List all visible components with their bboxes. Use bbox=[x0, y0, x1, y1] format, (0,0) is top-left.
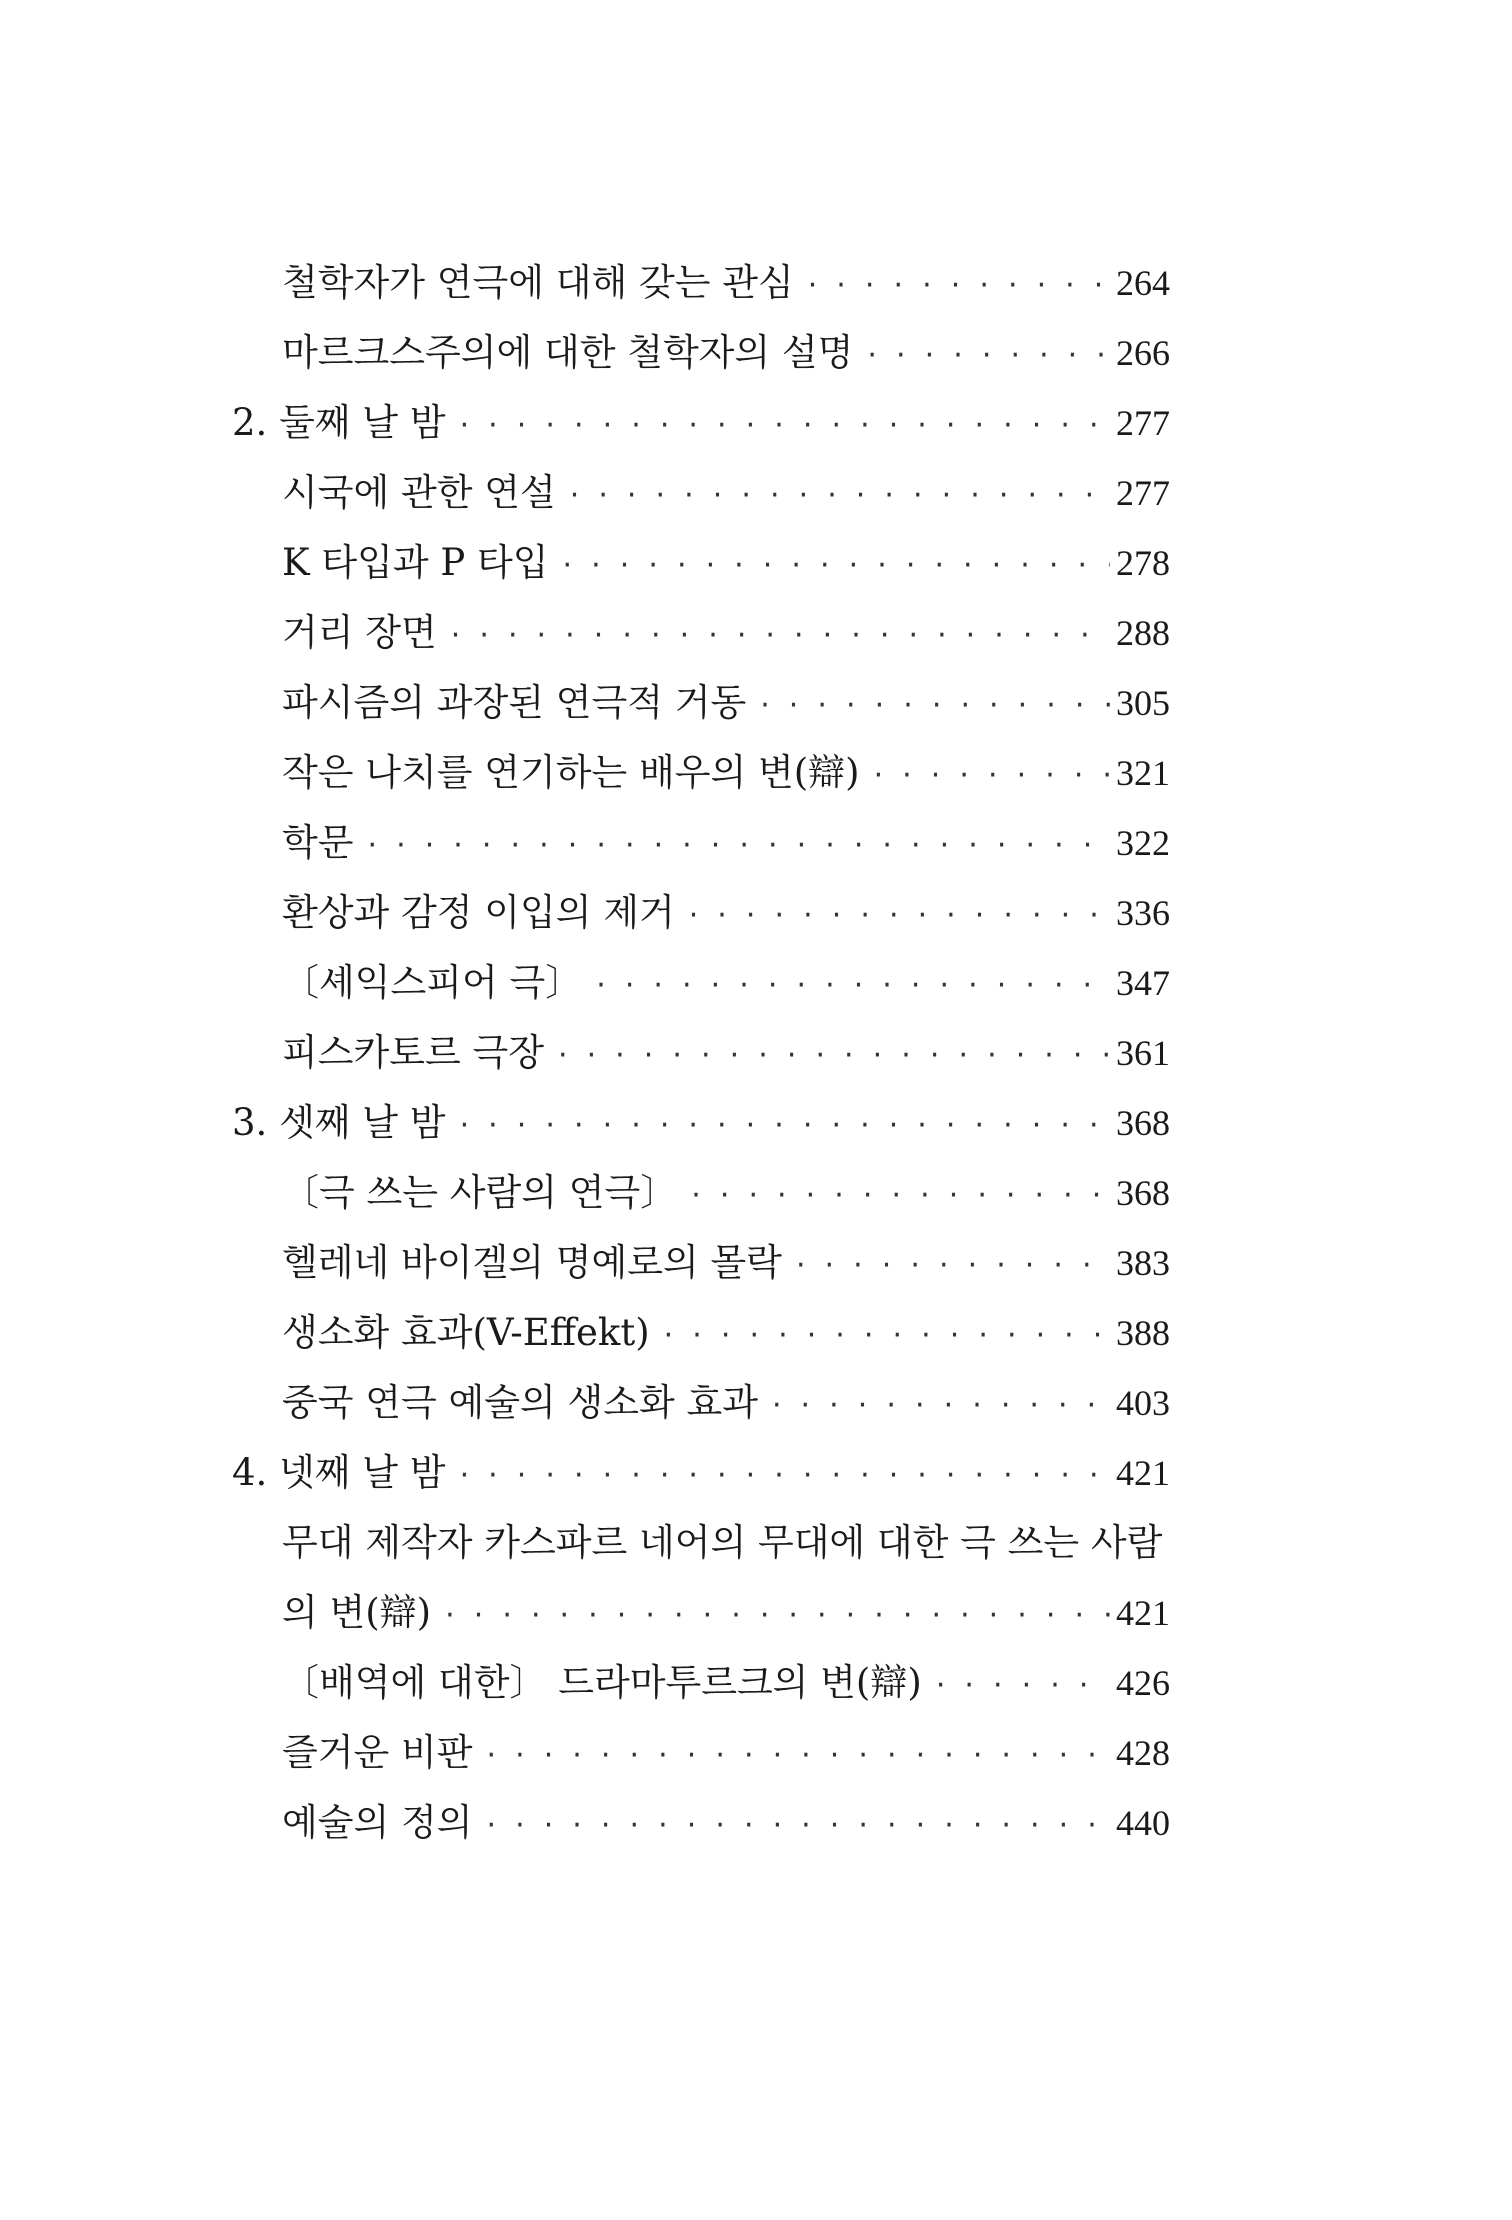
toc-entry bbox=[232, 738, 1170, 808]
toc-leader-dots bbox=[691, 1158, 1110, 1231]
toc-entry-title: 학문 bbox=[282, 821, 354, 864]
toc-leader-dots bbox=[796, 1228, 1110, 1301]
toc-leader-dots bbox=[689, 878, 1110, 951]
toc-entry-page: 388 bbox=[1116, 1313, 1170, 1353]
toc-entry bbox=[232, 1298, 1170, 1368]
toc-entry-page: 278 bbox=[1116, 543, 1170, 583]
toc-entry bbox=[232, 1718, 1170, 1788]
toc-leader-dots bbox=[772, 1368, 1110, 1441]
toc-leader-dots bbox=[445, 1578, 1110, 1651]
toc-entry-title: 예술의 정의 bbox=[282, 1801, 473, 1844]
toc-section-page: 421 bbox=[1116, 1453, 1170, 1493]
toc-entry-wrapped-line bbox=[232, 1508, 1170, 1578]
toc-leader-dots bbox=[460, 1088, 1110, 1161]
toc-section-entry bbox=[232, 388, 1170, 458]
toc-leader-dots bbox=[760, 668, 1110, 741]
toc-entry-page: 403 bbox=[1116, 1383, 1170, 1423]
toc-leader-dots bbox=[596, 948, 1110, 1021]
toc-entry-title: 〔극 쓰는 사람의 연극〕 bbox=[282, 1171, 678, 1214]
toc-entry-page: 347 bbox=[1116, 963, 1170, 1003]
toc-entry-page: 264 bbox=[1116, 263, 1170, 303]
toc-leader-dots bbox=[563, 528, 1110, 601]
toc-leader-dots bbox=[664, 1298, 1110, 1371]
toc-leader-dots bbox=[460, 1438, 1110, 1511]
toc-entry bbox=[232, 948, 1170, 1018]
toc-entry-page: 368 bbox=[1116, 1173, 1170, 1213]
toc-entry-title: 피스카토르 극장 bbox=[282, 1031, 544, 1074]
toc-entry bbox=[232, 1228, 1170, 1298]
toc-leader-dots bbox=[486, 1718, 1110, 1791]
toc-entry bbox=[232, 528, 1170, 598]
toc-entry-title: 환상과 감정 이입의 제거 bbox=[282, 891, 675, 934]
toc-entry bbox=[232, 1018, 1170, 1088]
toc-section-title: 3. 셋째 날 밤 bbox=[232, 1101, 446, 1144]
toc-entry-title: 철학자가 연극에 대해 갖는 관심 bbox=[282, 261, 794, 304]
toc-leader-dots bbox=[367, 808, 1110, 881]
toc-entry-page: 277 bbox=[1116, 473, 1170, 513]
toc-section-entry bbox=[232, 1438, 1170, 1508]
toc-entry bbox=[232, 1648, 1170, 1718]
toc-entry-page: 361 bbox=[1116, 1033, 1170, 1073]
toc-entry-page: 426 bbox=[1116, 1663, 1170, 1703]
toc-entry-title: K 타입과 P 타입 bbox=[282, 541, 549, 584]
toc-entry-page: 440 bbox=[1116, 1803, 1170, 1843]
toc-section-title: 2. 둘째 날 밤 bbox=[232, 401, 446, 444]
toc-section-page: 277 bbox=[1116, 403, 1170, 443]
toc-section-page: 368 bbox=[1116, 1103, 1170, 1143]
toc-entry bbox=[232, 458, 1170, 528]
toc-entry-title: 중국 연극 예술의 생소화 효과 bbox=[282, 1381, 758, 1424]
toc-entry-title: 작은 나치를 연기하는 배우의 변(辯) bbox=[282, 751, 860, 794]
toc-entry-title: 거리 장면 bbox=[282, 611, 437, 654]
toc-section-entry bbox=[232, 1088, 1170, 1158]
toc-entry-title: 생소화 효과(V-Effekt) bbox=[282, 1311, 650, 1354]
toc-leader-dots bbox=[936, 1648, 1110, 1721]
toc-leader-dots bbox=[451, 598, 1110, 671]
toc-leader-dots bbox=[558, 1018, 1110, 1091]
toc-entry-page: 383 bbox=[1116, 1243, 1170, 1283]
toc-entry-title: 시국에 관한 연설 bbox=[282, 471, 556, 514]
toc-entry-page: 305 bbox=[1116, 683, 1170, 723]
toc-entry-page: 288 bbox=[1116, 613, 1170, 653]
toc-entry bbox=[232, 808, 1170, 878]
toc-entry-page: 428 bbox=[1116, 1733, 1170, 1773]
table-of-contents bbox=[232, 248, 1170, 1858]
toc-entry-title: 헬레네 바이겔의 명예로의 몰락 bbox=[282, 1241, 782, 1284]
toc-leader-dots bbox=[570, 458, 1110, 531]
toc-entry bbox=[232, 878, 1170, 948]
toc-entry bbox=[232, 1578, 1170, 1648]
toc-entry-title: 파시즘의 과장된 연극적 거동 bbox=[282, 681, 747, 724]
toc-entry bbox=[232, 1158, 1170, 1228]
toc-entry-title: 〔셰익스피어 극〕 bbox=[282, 961, 583, 1004]
toc-section-title: 4. 넷째 날 밤 bbox=[232, 1451, 446, 1494]
toc-entry bbox=[232, 598, 1170, 668]
toc-entry-page: 321 bbox=[1116, 753, 1170, 793]
toc-entry-title: 즐거운 비판 bbox=[282, 1731, 473, 1774]
toc-entry-title: 〔배역에 대한〕 드라마투르크의 변(辯) bbox=[282, 1661, 922, 1704]
toc-entry-title: 의 변(辯) bbox=[282, 1591, 432, 1634]
toc-entry-page: 266 bbox=[1116, 333, 1170, 373]
toc-leader-dots bbox=[867, 318, 1110, 391]
toc-entry bbox=[232, 1368, 1170, 1438]
toc-entry-title: 마르크스주의에 대한 철학자의 설명 bbox=[282, 331, 854, 374]
toc-entry bbox=[232, 1788, 1170, 1858]
toc-entry-page: 421 bbox=[1116, 1593, 1170, 1633]
toc-leader-dots bbox=[486, 1788, 1110, 1861]
toc-entry-page: 322 bbox=[1116, 823, 1170, 863]
toc-entry bbox=[232, 668, 1170, 738]
toc-entry bbox=[232, 318, 1170, 388]
toc-entry bbox=[232, 248, 1170, 318]
toc-leader-dots bbox=[460, 388, 1110, 461]
toc-entry-page: 336 bbox=[1116, 893, 1170, 933]
toc-entry-title: 무대 제작자 카스파르 네어의 무대에 대한 극 쓰는 사람 bbox=[282, 1521, 1163, 1564]
toc-leader-dots bbox=[808, 248, 1110, 321]
toc-leader-dots bbox=[874, 738, 1110, 811]
